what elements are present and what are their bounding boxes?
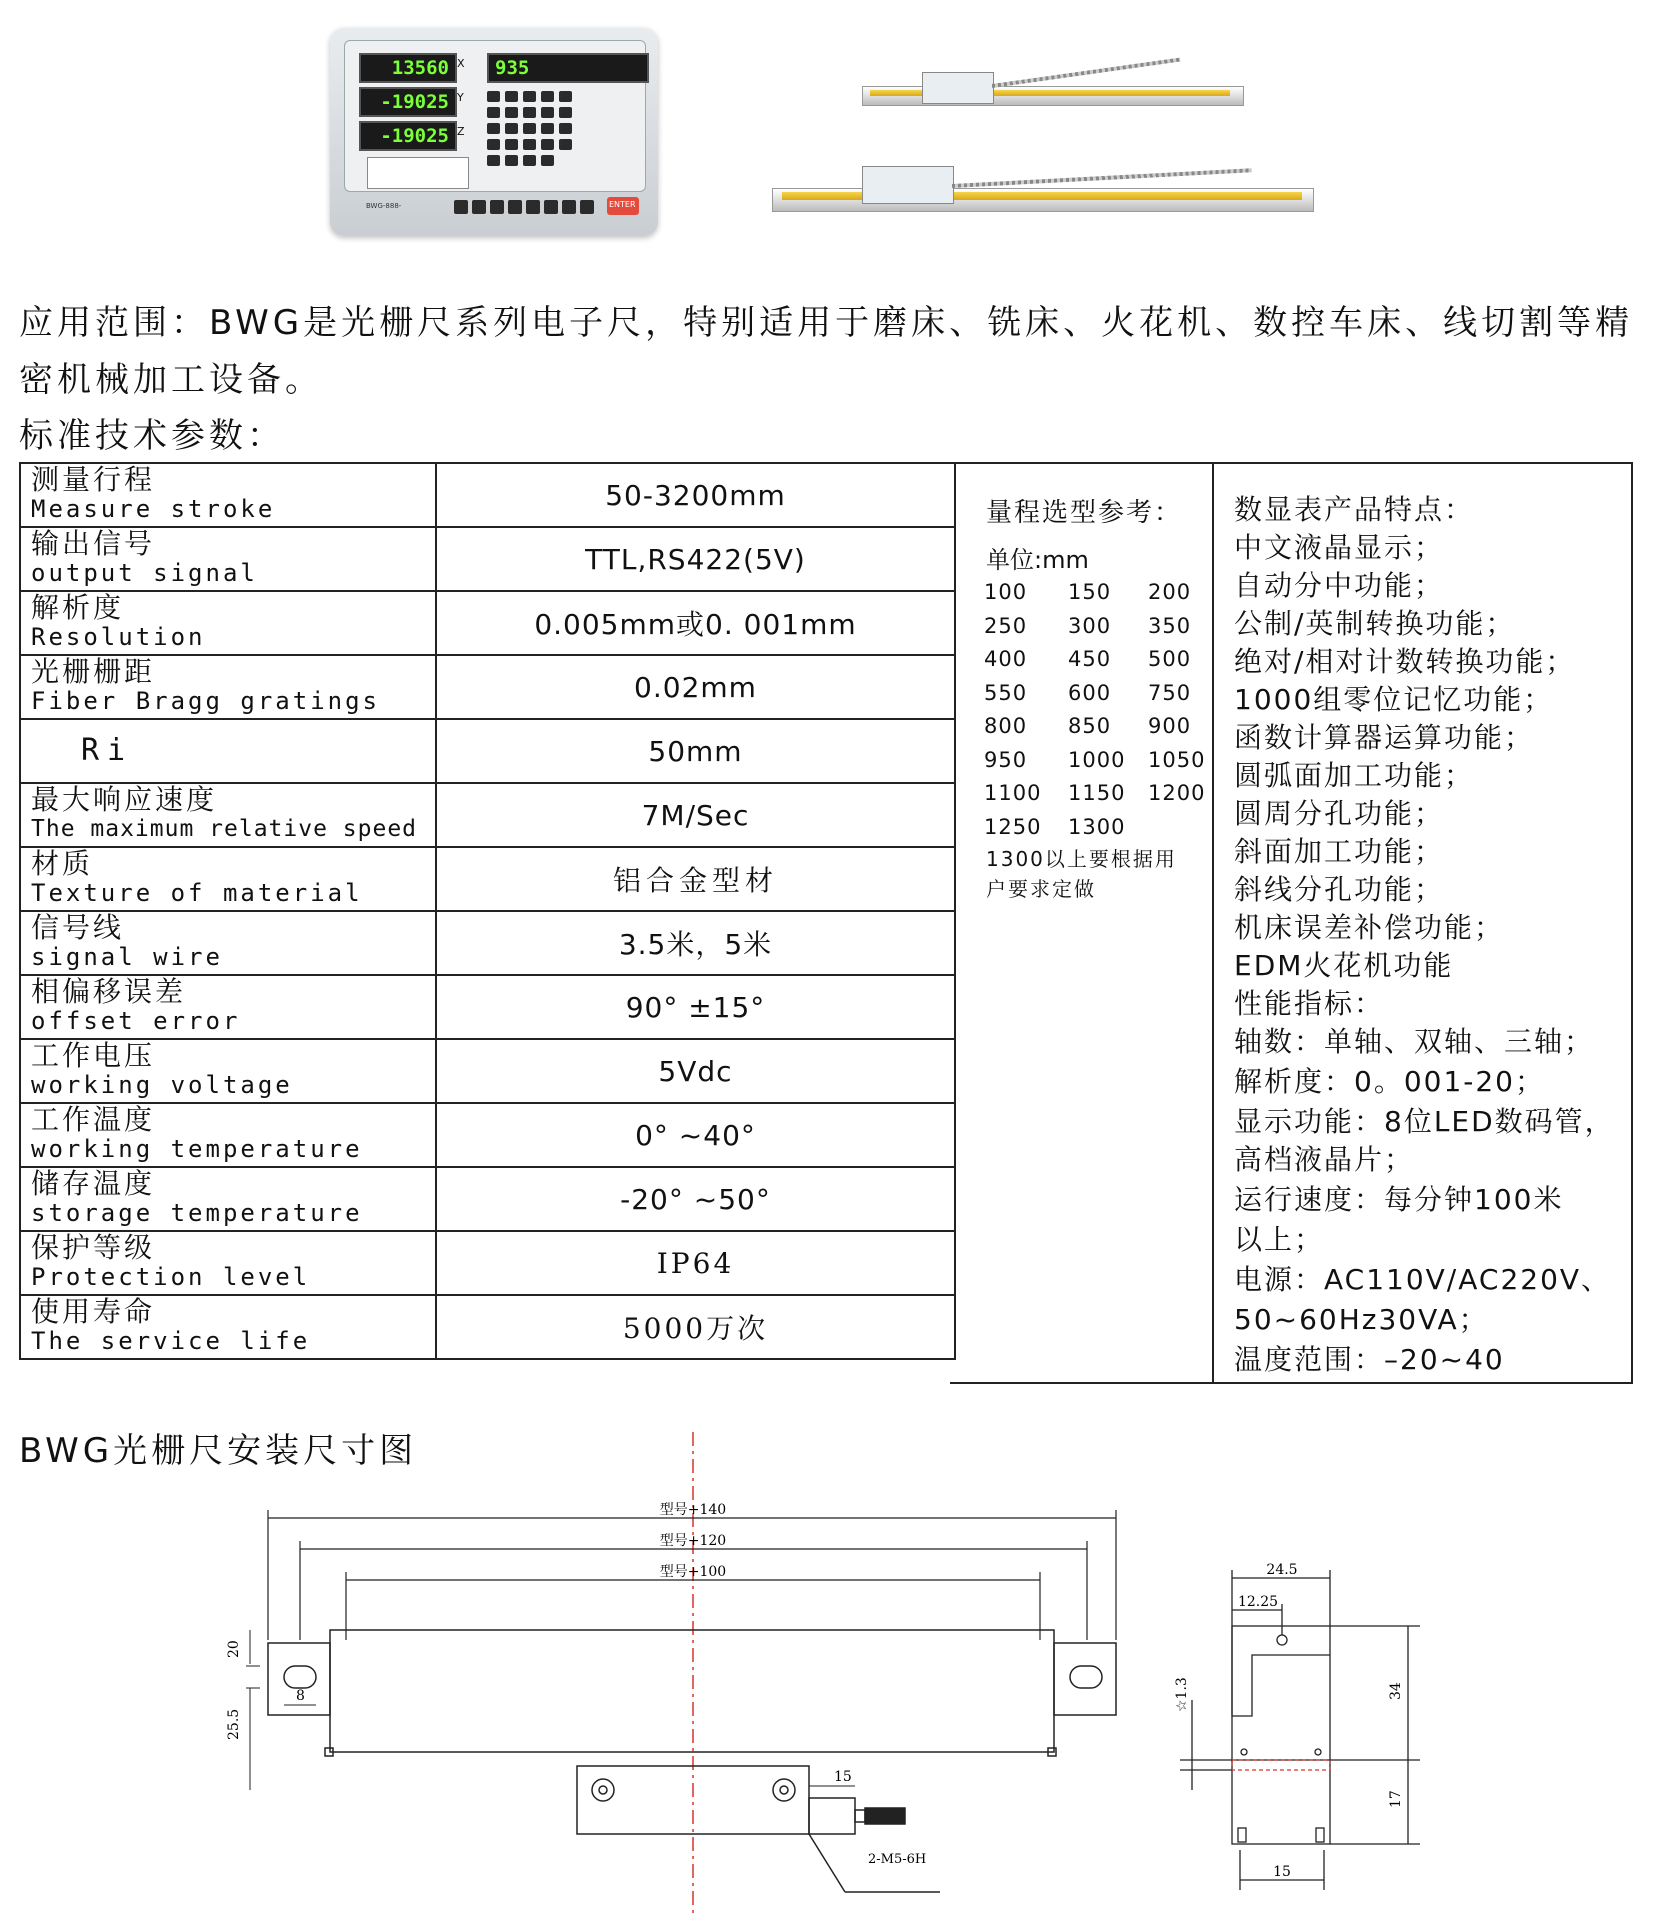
spec-label-en: The service life [31, 1327, 311, 1355]
spec-label-zh: 解析度 [31, 591, 125, 624]
spec-label-zh: 材质 [31, 847, 94, 880]
side-15-label: 15 [1273, 1864, 1291, 1880]
dim-mid-label: 型号+120 [659, 1533, 727, 1549]
spec-label-zh: 光栅栅距 [31, 655, 156, 688]
spec-label-zh: 使用寿命 [31, 1295, 156, 1328]
spec-value: 0.005mm或0. 001mm [436, 591, 955, 655]
range-value: 550 [984, 680, 1028, 705]
feature-item: 斜线分孔功能； [1234, 873, 1445, 906]
spec-label-en: working temperature [31, 1135, 363, 1163]
spec-label-zh: 工作温度 [31, 1103, 156, 1136]
feature-item: 性能指标： [1234, 987, 1385, 1020]
range-value: 1050 [1148, 747, 1206, 772]
scale-body [268, 1630, 1116, 1892]
spec-value: TTL,RS422(5V) [436, 527, 955, 591]
range-value: 100 [984, 580, 1028, 604]
feature-item: 公制/英制转换功能； [1234, 607, 1516, 640]
spec-label-zh: 保护等级 [31, 1231, 156, 1264]
range-value: 500 [1148, 647, 1192, 671]
range-value: 950 [984, 747, 1028, 772]
feature-item: 电源：AC110V/AC220V、 [1234, 1263, 1612, 1296]
spec-label-en: working voltage [31, 1071, 293, 1099]
spec-label-en: Ri [81, 733, 134, 768]
spec-value: -20° ~50° [436, 1167, 955, 1231]
spec-heading: 标准技术参数： [19, 416, 285, 456]
feature-item: 自动分中功能； [1234, 569, 1445, 602]
spec-label-zh: 信号线 [31, 911, 125, 944]
dro-z-axis-label: Z [457, 125, 465, 138]
range-value: 900 [1148, 714, 1192, 738]
feature-item: 1000组零位记忆功能； [1234, 683, 1554, 716]
spec-label-en: Texture of material [31, 879, 363, 907]
dro-x-axis-label: X [457, 57, 465, 70]
dim-8-label: 8 [296, 1688, 305, 1704]
dim-top-label: 型号+140 [659, 1502, 727, 1518]
spec-label-en: Fiber Bragg gratings [31, 687, 380, 715]
spec-label-zh: 工作电压 [31, 1039, 156, 1072]
range-value: 1150 [1068, 781, 1126, 805]
intro-line-1: 应用范围：BWG是光栅尺系列电子尺，特别适用于磨床、铣床、火花机、数控车床、线切割等精 [19, 303, 1634, 343]
range-value: 300 [1068, 613, 1112, 638]
spec-label-zh: 最大响应速度 [31, 783, 218, 816]
spec-label-zh: 储存温度 [31, 1167, 156, 1200]
dim-15-label: 15 [834, 1769, 852, 1785]
spec-label-en: storage temperature [31, 1199, 363, 1227]
spec-label-en: Measure stroke [31, 495, 276, 523]
range-value: 1300 [1068, 814, 1126, 839]
spec-label-en: The maximum relative speed [31, 816, 418, 842]
range-value: 400 [984, 647, 1028, 671]
range-value: 800 [984, 714, 1028, 738]
dro-y-display: -19025 [359, 87, 457, 117]
dro-aux-display: 935 [487, 53, 649, 83]
spec-label-zh: 输出信号 [31, 527, 156, 560]
range-value: 1200 [1148, 781, 1206, 805]
feature-item: 显示功能：8位LED数码管， [1234, 1105, 1615, 1138]
feature-item: 圆弧面加工功能； [1234, 759, 1475, 792]
drawing-title: BWG光栅尺安装尺寸图 [19, 1431, 418, 1471]
range-value: 200 [1148, 580, 1192, 604]
range-value: 1000 [1068, 747, 1126, 772]
range-value: 250 [984, 613, 1028, 638]
range-value: 450 [1068, 647, 1112, 671]
spec-value: 50mm [436, 719, 955, 783]
feature-item: 圆周分孔功能； [1234, 797, 1445, 830]
spec-label-en: output signal [31, 559, 258, 587]
spec-value: 90° ±15° [436, 975, 955, 1039]
side-1-3-label: ☆1.3 [1174, 1677, 1190, 1712]
range-value: 1100 [984, 781, 1042, 805]
spec-value: 50-3200mm [436, 463, 955, 527]
range-ref-title: 量程选型参考： [986, 498, 1183, 528]
dim-bot-label: 型号+100 [659, 1564, 727, 1580]
feature-item: 50~60Hz30VA； [1234, 1303, 1489, 1336]
spec-value: 0.02mm [436, 655, 955, 719]
feature-item: 高档液晶片； [1234, 1143, 1415, 1176]
feature-item: 运行速度：每分钟100米 [1234, 1183, 1564, 1216]
feature-item: 绝对/相对计数转换功能； [1234, 645, 1576, 678]
dro-z-display: -19025 [359, 121, 457, 151]
spec-value: 5Vdc [436, 1039, 955, 1103]
side-34-label: 34 [1388, 1682, 1404, 1700]
feature-item: 温度范围：–20~40 [1234, 1343, 1505, 1376]
dro-x-display: 13560 [359, 53, 457, 83]
feature-item: 中文液晶显示； [1234, 531, 1445, 564]
spec-value: IP64 [436, 1231, 955, 1295]
feature-item: 解析度：0。001-20； [1234, 1065, 1545, 1098]
feature-item: 轴数：单轴、双轴、三轴； [1234, 1025, 1595, 1058]
side-view [1180, 1570, 1420, 1890]
range-value: 150 [1068, 580, 1112, 604]
feature-item: 函数计算器运算功能； [1234, 721, 1535, 754]
range-value: 1250 [984, 814, 1042, 839]
intro-line-2: 密机械加工设备。 [19, 360, 323, 400]
spec-value: 0° ~40° [436, 1103, 955, 1167]
range-value: 350 [1148, 613, 1192, 638]
range-value: 750 [1148, 680, 1192, 705]
feature-item: 斜面加工功能； [1234, 835, 1445, 868]
range-value: 600 [1068, 680, 1112, 705]
spec-value: 7M/Sec [436, 783, 955, 847]
enter-key-label: ENTER [609, 200, 636, 209]
spec-label-en: offset error [31, 1007, 241, 1035]
spec-value: 铝合金型材 [436, 847, 955, 911]
side-17-label: 17 [1388, 1790, 1404, 1808]
feature-item: 机床误差补偿功能； [1234, 911, 1505, 944]
dim-25-5-label: 25.5 [226, 1708, 242, 1740]
spec-label-en: Resolution [31, 623, 206, 651]
thread-label: 2-M5-6H [868, 1852, 927, 1867]
feature-item: EDM火花机功能 [1234, 949, 1454, 982]
side-24-5-label: 24.5 [1266, 1562, 1298, 1578]
dro-model-label: BWG-888- [366, 202, 402, 210]
dim-20-label: 20 [226, 1640, 242, 1658]
spec-label-en: Protection level [31, 1263, 311, 1291]
dro-y-axis-label: Y [457, 91, 464, 104]
spec-label-zh: 相偏移误差 [31, 975, 187, 1008]
side-12-25-label: 12.25 [1237, 1594, 1279, 1610]
spec-value: 3.5米，5米 [436, 911, 955, 975]
range-ref-unit: 单位:mm [986, 546, 1089, 574]
feature-item: 数显表产品特点： [1234, 493, 1475, 526]
range-value: 850 [1068, 714, 1112, 738]
spec-value: 5000万次 [436, 1295, 955, 1359]
spec-label-en: signal wire [31, 943, 223, 971]
range-ref-note: 1300以上要根据用户要求定做 [986, 847, 1177, 901]
spec-label-zh: 测量行程 [31, 463, 156, 496]
feature-item: 以上； [1234, 1223, 1325, 1256]
